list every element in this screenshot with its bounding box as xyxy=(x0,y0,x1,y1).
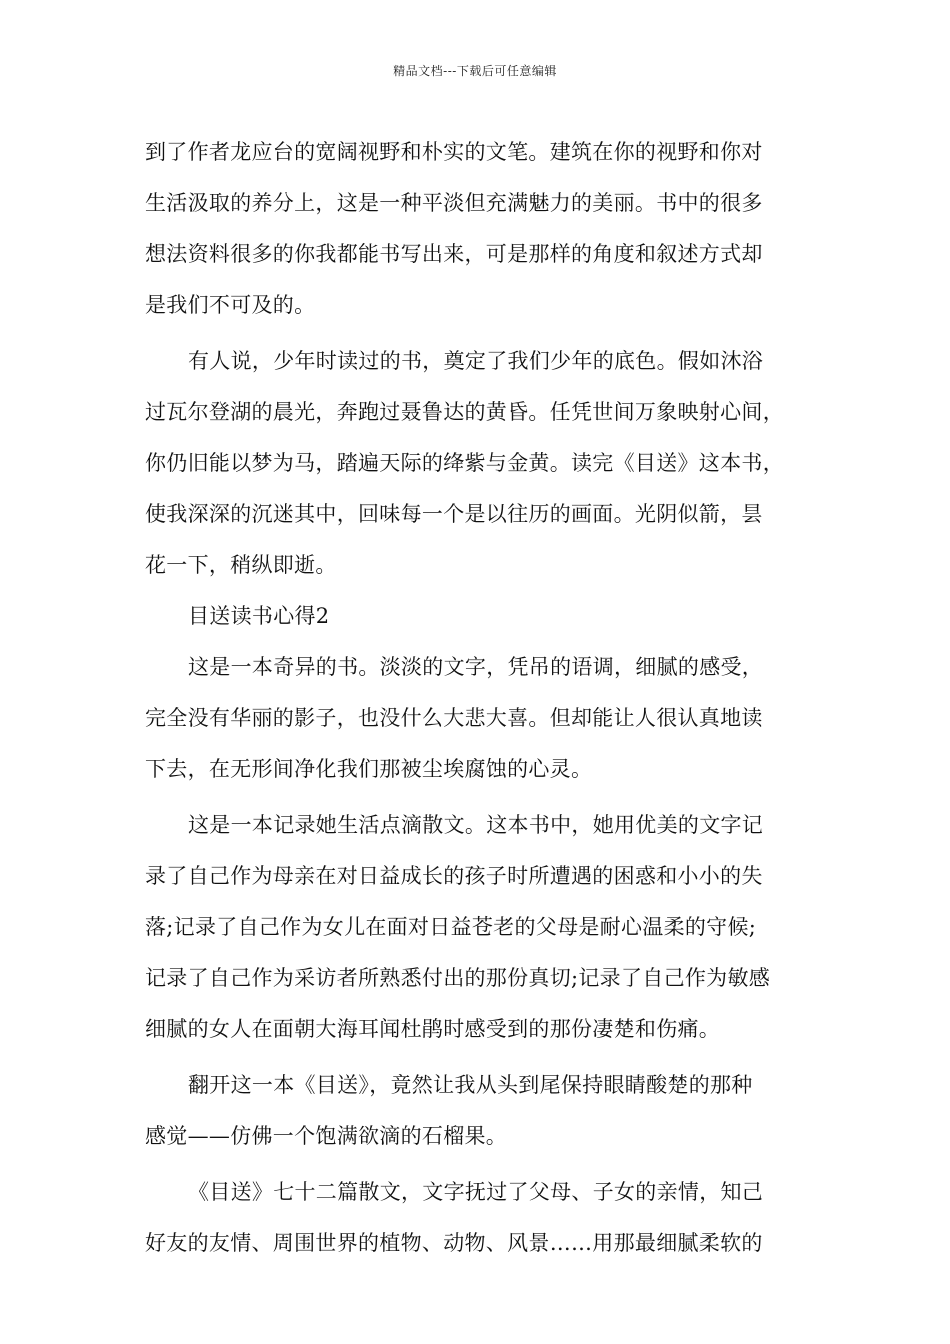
text-line-1: 到了作者龙应台的宽阔视野和朴实的文笔。建筑在你的视野和你对 xyxy=(145,140,763,164)
section-heading: 目送读书心得2 xyxy=(188,604,330,628)
text-line-16: 落;记录了自己作为女儿在面对日益苍老的父母是耐心温柔的守候; xyxy=(145,915,757,939)
text-line-15: 录了自己作为母亲在对日益成长的孩子时所遭遇的困惑和小小的失 xyxy=(145,864,763,888)
text-line-3: 想法资料很多的你我都能书写出来，可是那样的角度和叙述方式却 xyxy=(145,242,763,266)
text-line-21: 《目送》七十二篇散文，文字抚过了父母、子女的亲情，知己 xyxy=(188,1180,764,1204)
text-line-8: 使我深深的沉迷其中，回味每一个是以往历的画面。光阴似箭，昙 xyxy=(145,502,763,526)
text-line-4: 是我们不可及的。 xyxy=(145,293,316,317)
text-line-14: 这是一本记录她生活点滴散文。这本书中，她用优美的文字记 xyxy=(188,813,764,837)
text-line-2: 生活汲取的养分上，这是一种平淡但充满魅力的美丽。书中的很多 xyxy=(145,191,763,215)
text-line-12: 完全没有华丽的影子，也没什么大悲大喜。但却能让人很认真地读 xyxy=(145,706,763,730)
text-line-13: 下去，在无形间净化我们那被尘埃腐蚀的心灵。 xyxy=(145,757,593,781)
text-line-18: 细腻的女人在面朝大海耳闻杜鹃时感受到的那份凄楚和伤痛。 xyxy=(145,1017,721,1041)
text-line-19: 翻开这一本《目送》，竟然让我从头到尾保持眼睛酸楚的那种 xyxy=(188,1073,753,1097)
text-line-11: 这是一本奇异的书。淡淡的文字，凭吊的语调，细腻的感受， xyxy=(188,655,764,679)
text-line-17: 记录了自己作为采访者所熟悉付出的那份真切;记录了自己作为敏感 xyxy=(145,966,771,990)
text-line-9: 花一下，稍纵即逝。 xyxy=(145,553,337,577)
text-line-20: 感觉——仿佛一个饱满欲滴的石榴果。 xyxy=(145,1124,508,1148)
text-line-7: 你仍旧能以梦为马，踏遍天际的绛紫与金黄。读完《目送》这本书， xyxy=(145,451,784,475)
text-line-5: 有人说，少年时读过的书，奠定了我们少年的底色。假如沐浴 xyxy=(188,349,764,373)
text-line-22: 好友的友情、周围世界的植物、动物、风景……用那最细腻柔软的 xyxy=(145,1231,763,1255)
page-header: 精品文档---下载后可任意编辑 xyxy=(393,64,557,78)
text-line-6: 过瓦尔登湖的晨光，奔跑过聂鲁达的黄昏。任凭世间万象映射心间， xyxy=(145,400,784,424)
document-body xyxy=(145,131,811,1273)
